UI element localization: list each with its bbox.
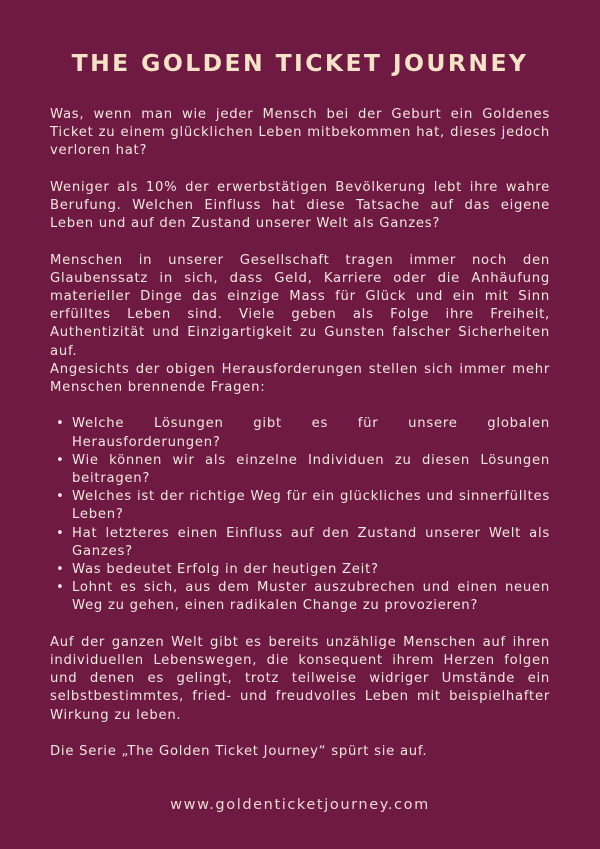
closing-paragraph: Auf der ganzen Welt gibt es bereits unzählige Menschen auf ihren individuellen Lebenswegen, die konsequent ihrem Herzen folgen und denen es gelingt, trotz teilweise widriger Umstände ein selbstbestimmtes, fried- und freudvolles Leben mit beispielhafter Wirkung zu leben. <box>50 634 550 723</box>
list-item: • Hat letzteres einen Einfluss auf den Zustand unserer Welt als Ganzes? <box>56 525 550 559</box>
list-item: • Wie können wir als einzelne Individuen zu diesen Lösungen beitragen? <box>56 452 550 487</box>
list-item: • Was bedeutet Erfolg in der heutigen Zeit? <box>50 561 550 579</box>
bullet-icon: • <box>56 489 65 505</box>
bullet-icon: • <box>56 416 65 432</box>
statistic-paragraph: Weniger als 10% der erwerbstätigen Bevölkerung lebt ihre wahre Berufung. Welchen Einfluss hat diese Tatsache auf das eigene Leben und auf den Zustand unserer Welt als Ganzes? <box>50 179 550 232</box>
page-title: THE GOLDEN TICKET JOURNEY <box>71 49 529 77</box>
website-url: www.goldenticketjourney.com <box>170 797 430 813</box>
body-text <box>50 106 550 761</box>
series-paragraph: Die Serie „The Golden Ticket Journey“ spürt sie auf. <box>50 744 428 760</box>
questions-intro-paragraph: Angesichts der obigen Herausforderungen stellen sich immer mehr Menschen brennende Fragen: <box>50 361 550 396</box>
belief-paragraph: Menschen in unserer Gesellschaft tragen immer noch den Glaubenssatz in sich, dass Geld, Karriere oder die Anhäufung materieller Dinge das einzige Mass für Glück und ein mit Sinn erfülltes Leben sind. Viele geben als Folge ihre Freiheit, Authentizität und Einzigartigkeit zu Gunsten falscher Sicherheiten auf. <box>50 252 550 359</box>
bullet-icon: • <box>56 580 65 596</box>
bullet-icon: • <box>56 525 65 541</box>
bullet-icon: • <box>56 452 65 468</box>
list-item: • Welche Lösungen gibt es für unsere globalen Herausforderungen? <box>56 416 550 450</box>
intro-paragraph: Was, wenn man wie jeder Mensch bei der Geburt ein Goldenes Ticket zu einem glücklichen Leben mitbekommen hat, dieses jedoch verloren hat? <box>50 107 550 159</box>
list-item: • Welches ist der richtige Weg für ein glückliches und sinnerfülltes Leben? <box>56 489 550 523</box>
bullet-icon: • <box>56 562 65 578</box>
list-item: • Lohnt es sich, aus dem Muster auszubrechen und einen neuen Weg zu gehen, einen radikalen Change zu provozieren? <box>56 580 550 614</box>
questions-list <box>50 415 550 615</box>
